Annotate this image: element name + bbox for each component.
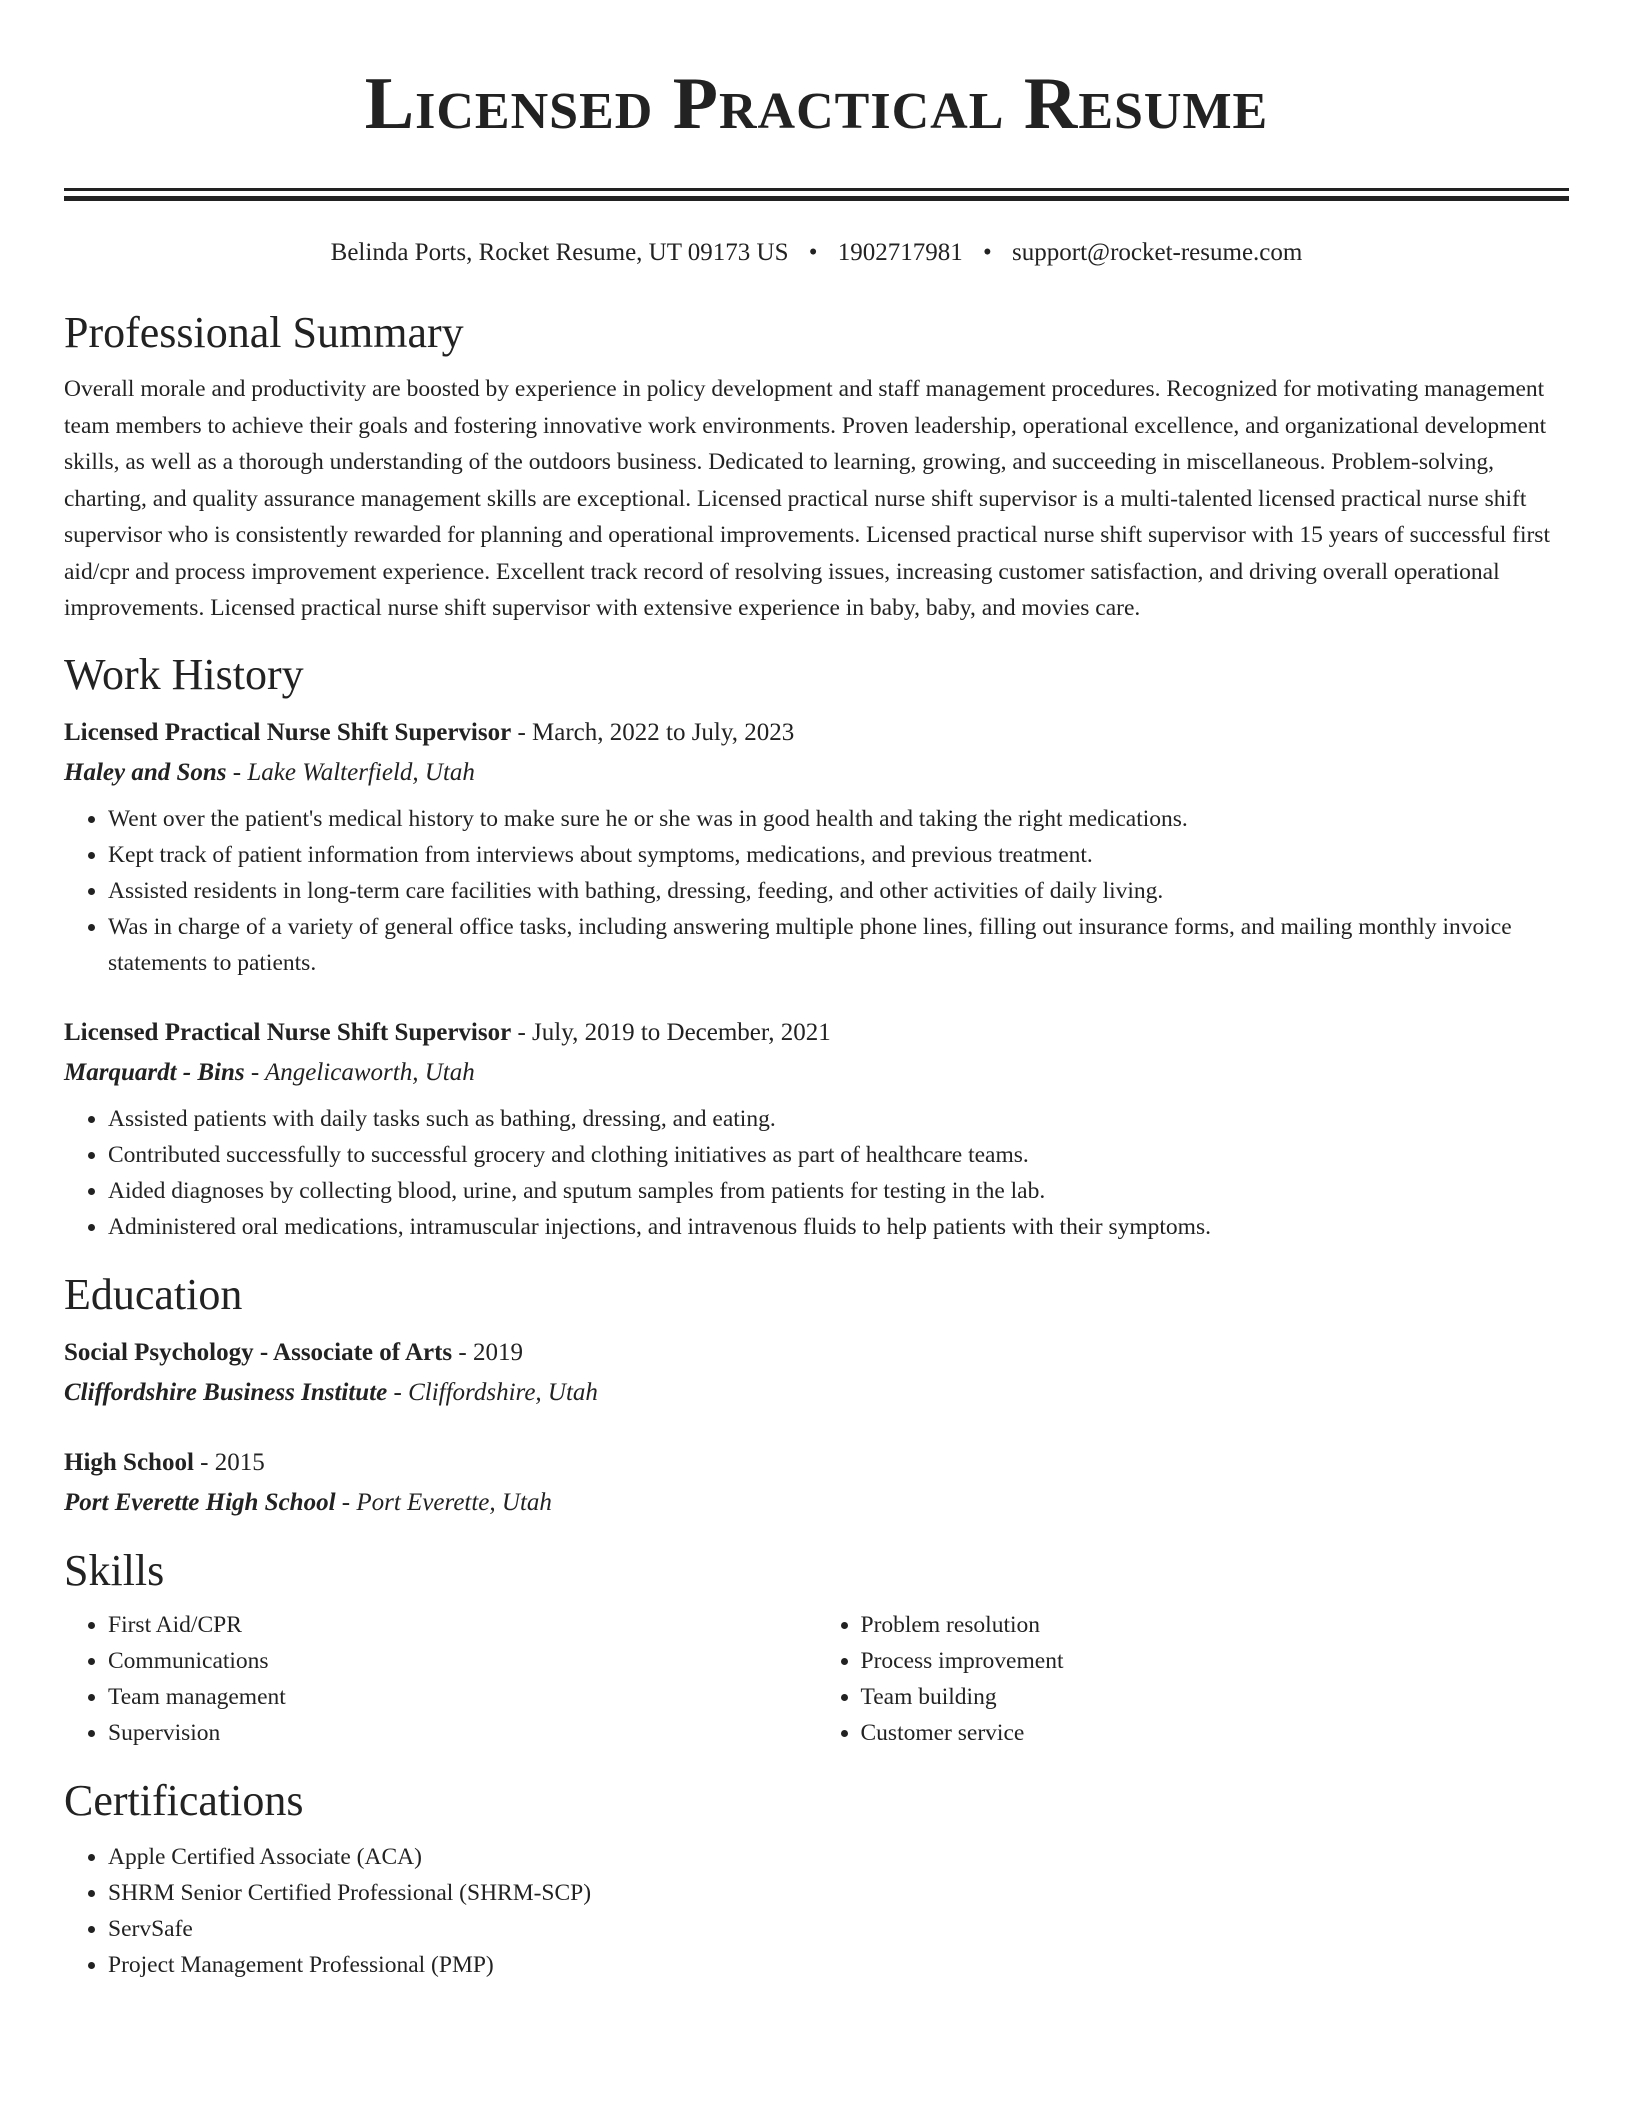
job-dates: - March, 2022 to July, 2023 bbox=[511, 718, 795, 746]
school-location: - Port Everette, Utah bbox=[335, 1488, 552, 1516]
education-entry bbox=[64, 1333, 1569, 1413]
skill-item: • Process improvement bbox=[861, 1643, 1570, 1679]
list-item: • Kept track of patient information from interviews about symptoms, medications, and previous treatment. bbox=[108, 837, 1569, 873]
skills-heading: Skills bbox=[64, 1545, 165, 1595]
school-location: - Cliffordshire, Utah bbox=[387, 1378, 598, 1406]
job-company: Marquardt - Bins bbox=[64, 1058, 245, 1086]
job-entry bbox=[64, 1013, 1569, 1245]
contact-address: Belinda Ports, Rocket Resume, UT 09173 US bbox=[330, 239, 789, 266]
job-entry bbox=[64, 713, 1569, 981]
skill-item: • Communications bbox=[108, 1643, 817, 1679]
degree: Social Psychology - Associate of Arts bbox=[64, 1338, 453, 1366]
contact-line bbox=[64, 237, 1569, 269]
list-item: • Was in charge of a variety of general office tasks, including answering multiple phone lines, filling out insurance forms, and mailing monthly invoice statements to patients. bbox=[108, 909, 1569, 981]
education-entry bbox=[64, 1443, 1569, 1523]
certification-item: • ServSafe bbox=[108, 1911, 1569, 1947]
certification-item: • Project Management Professional (PMP) bbox=[108, 1947, 1569, 1983]
contact-separator: • bbox=[983, 239, 992, 266]
list-item: • Administered oral medications, intramuscular injections, and intravenous fluids to help patients with their symptoms. bbox=[108, 1209, 1569, 1245]
certification-item: • SHRM Senior Certified Professional (SHRM-SCP) bbox=[108, 1875, 1569, 1911]
resume-page bbox=[64, 0, 1569, 1983]
list-item: • Went over the patient's medical history to make sure he or she was in good health and taking the right medications. bbox=[108, 801, 1569, 837]
list-item: • Assisted residents in long-term care facilities with bathing, dressing, feeding, and other activities of daily living. bbox=[108, 873, 1569, 909]
contact-separator: • bbox=[808, 239, 818, 266]
list-item: • Aided diagnoses by collecting blood, urine, and sputum samples from patients for testing in the lab. bbox=[108, 1173, 1569, 1209]
graduation-year: - 2019 bbox=[452, 1338, 523, 1366]
resume-title: Licensed Practical Resume bbox=[364, 63, 1269, 145]
skills-list bbox=[64, 1607, 1569, 1751]
school-line bbox=[64, 1483, 1569, 1523]
job-title: Licensed Practical Nurse Shift Supervisor bbox=[64, 1018, 512, 1046]
certifications-heading: Certifications bbox=[64, 1775, 304, 1825]
job-location: - Angelicaworth, Utah bbox=[244, 1058, 475, 1086]
skill-item: • Team building bbox=[861, 1679, 1570, 1715]
skill-item: • Supervision bbox=[108, 1715, 817, 1751]
title-divider bbox=[64, 188, 1569, 201]
degree-line bbox=[64, 1333, 1569, 1373]
school-name: Cliffordshire Business Institute bbox=[64, 1378, 388, 1406]
certifications-list bbox=[64, 1839, 1569, 1983]
list-item: • Contributed successfully to successful grocery and clothing initiatives as part of healthcare teams. bbox=[108, 1137, 1569, 1173]
job-duties bbox=[64, 1101, 1569, 1245]
summary-heading: Professional Summary bbox=[64, 308, 464, 357]
school-line bbox=[64, 1373, 1569, 1413]
job-company: Haley and Sons bbox=[64, 758, 227, 786]
job-title-line bbox=[64, 1013, 1569, 1053]
job-company-line bbox=[64, 1053, 1569, 1093]
skill-item: • Team management bbox=[108, 1679, 817, 1715]
skills-column-right bbox=[817, 1607, 1570, 1751]
job-company-line bbox=[64, 753, 1569, 793]
skill-item: • Problem resolution bbox=[861, 1607, 1570, 1643]
skill-item: • First Aid/CPR bbox=[108, 1607, 817, 1643]
list-item: • Assisted patients with daily tasks such as bathing, dressing, and eating. bbox=[108, 1101, 1569, 1137]
certification-item: • Apple Certified Associate (ACA) bbox=[108, 1839, 1569, 1875]
job-title: Licensed Practical Nurse Shift Supervisor bbox=[64, 718, 512, 746]
job-duties bbox=[64, 801, 1569, 981]
job-location: - Lake Walterfield, Utah bbox=[226, 758, 475, 786]
contact-email: support@rocket-resume.com bbox=[1012, 239, 1303, 266]
degree: High School bbox=[64, 1448, 194, 1476]
graduation-year: - 2015 bbox=[193, 1448, 265, 1476]
education-heading: Education bbox=[64, 1269, 243, 1319]
work-history-heading: Work History bbox=[64, 649, 304, 699]
school-name: Port Everette High School bbox=[64, 1488, 336, 1516]
summary-text: Overall morale and productivity are boosted by experience in policy development and staff management procedures. Recognized for motivating management team members to achieve their goals and fostering innovative work environments. Proven leadership, operational excellence, and organizational development skills, as well as a thorough understanding of the outdoors business. Dedicated to learning, growing, and succeeding in miscellaneous. Problem-solving, charting, and quality assurance management skills are exceptional. Licensed practical nurse shift supervisor is a multi-talented licensed practical nurse shift supervisor who is consistently rewarded for planning and operational improvements. Licensed practical nurse shift supervisor with 15 years of successful first aid/cpr and process improvement experience. Excellent track record of resolving issues, increasing customer satisfaction, and driving overall operational improvements. Licensed practical nurse shift supervisor with extensive experience in baby, baby, and movies care. bbox=[64, 376, 1550, 621]
job-dates: - July, 2019 to December, 2021 bbox=[511, 1018, 831, 1046]
degree-line bbox=[64, 1443, 1569, 1483]
contact-phone: 1902717981 bbox=[837, 239, 963, 266]
skills-column-left bbox=[64, 1607, 817, 1751]
skill-item: • Customer service bbox=[861, 1715, 1570, 1751]
job-title-line bbox=[64, 713, 1569, 753]
